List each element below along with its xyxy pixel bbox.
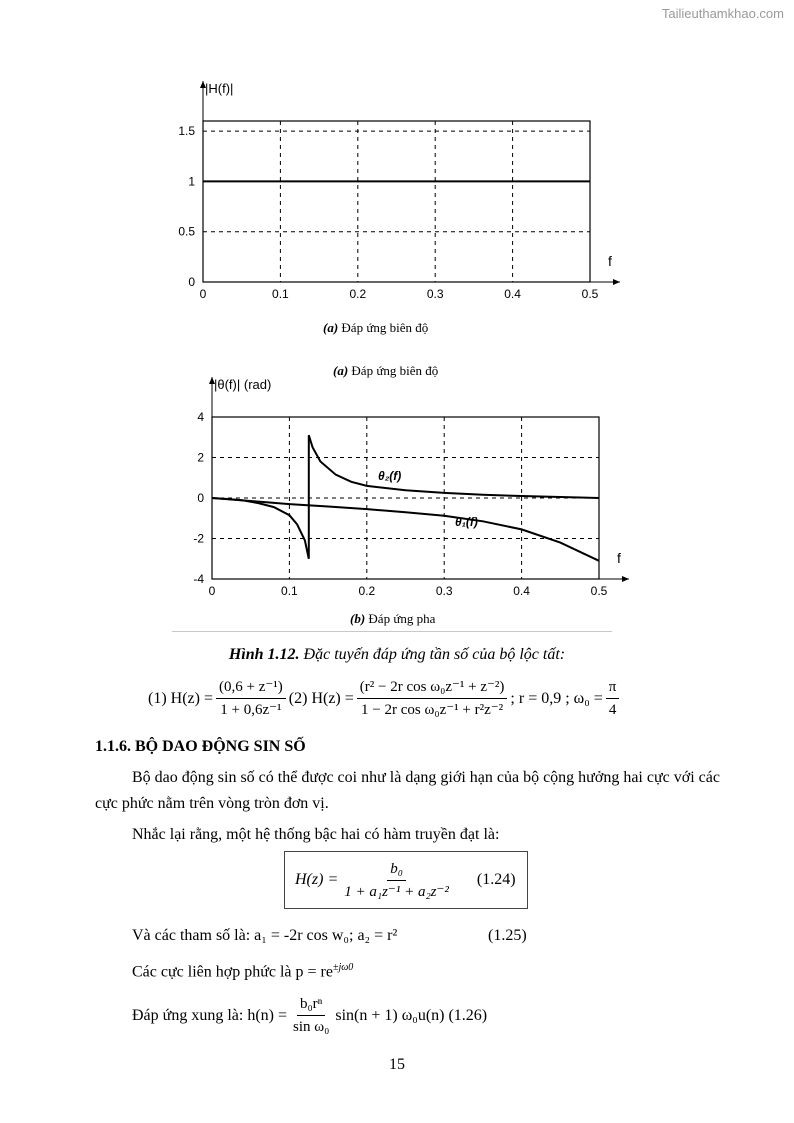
- impulse-denominator: sin ω₀: [293, 1019, 330, 1035]
- chart-a-caption-repeat: [333, 363, 438, 378]
- h2-prefix: (2) H(z) =: [288, 689, 354, 707]
- x-axis-arrow: [613, 279, 620, 285]
- h1-denominator: 1 + 0,6z⁻¹: [220, 702, 282, 718]
- page-number: 15: [389, 1056, 405, 1073]
- x-tick-label: 0.1: [281, 584, 298, 598]
- impulse-numerator: b₀rⁿ: [297, 995, 325, 1016]
- y-axis-label: |θ(f)| (rad): [214, 377, 272, 392]
- chart-b-caption-letter: (b): [350, 611, 369, 626]
- figure-caption: [0, 646, 794, 664]
- chart-a-caption-letter: (a): [323, 320, 342, 335]
- x-axis-arrow: [622, 576, 629, 582]
- chart-b-caption-text: Đáp ứng pha: [368, 611, 436, 626]
- y-tick-label: 4: [197, 410, 204, 424]
- impulse-suffix: sin(n + 1) ω₀u(n) (1.26): [335, 1006, 488, 1024]
- impulse-fraction: [290, 995, 332, 1036]
- h2-denominator: 1 − 2r cos ω₀z⁻¹ + r²z⁻²: [361, 702, 504, 718]
- poles-text: Các cực liên hợp phức là p = re: [132, 963, 333, 981]
- section-title: 1.1.6. BỘ DAO ĐỘNG SIN SỐ: [95, 738, 306, 755]
- h1-prefix: (1) H(z) =: [148, 689, 213, 707]
- series-line-theta2: [212, 435, 599, 559]
- plot-frame: [203, 121, 590, 282]
- y-tick-label: 0.5: [178, 224, 195, 239]
- y-tick-label: 1.5: [178, 124, 195, 139]
- y-tick-label: -2: [193, 531, 204, 546]
- y-tick-label: 1: [188, 174, 195, 189]
- chart-b-caption: [350, 611, 436, 626]
- y-tick-label: 0: [188, 275, 195, 289]
- theta2-label: θ₂(f): [378, 469, 402, 483]
- params-line: Và các tham số là: a₁ = -2r cos w₀; a₂ = r²: [132, 927, 398, 944]
- equation-box-1-24: [284, 851, 528, 909]
- x-tick-label: 0.1: [272, 287, 289, 301]
- filter-equations: [148, 678, 622, 719]
- x-tick-label: 0.3: [435, 584, 453, 598]
- chart-a-caption-text: Đáp ứng biên độ: [341, 320, 429, 335]
- paragraph-3: [132, 923, 527, 949]
- x-axis-label: f: [617, 550, 621, 566]
- h1-fraction: [216, 678, 286, 719]
- y-tick-label: -4: [193, 572, 204, 586]
- pi-numerator: π: [606, 678, 620, 699]
- x-tick-label: 0.4: [504, 287, 521, 301]
- paragraph-4: [132, 955, 353, 985]
- x-tick-label: 0.3: [426, 287, 444, 301]
- y-tick-label: 0: [197, 491, 204, 505]
- h2-numerator: (r² − 2r cos ω₀z⁻¹ + z⁻²): [357, 678, 508, 699]
- h2-fraction: [357, 678, 508, 719]
- pi-fraction: [606, 678, 620, 719]
- paragraph-2: Nhắc lại rằng, một hệ thống bậc hai có hàm truyền đạt là:: [132, 826, 500, 843]
- series-line-theta1: [212, 498, 599, 561]
- impulse-prefix: Đáp ứng xung là: h(n) =: [132, 1006, 287, 1024]
- box-lhs: H(z) =: [295, 871, 339, 888]
- x-tick-label: 0: [208, 584, 216, 598]
- figure-label: Hình 1.12.: [228, 646, 300, 663]
- chart-a-caption: [323, 320, 428, 335]
- h1-numerator: (0,6 + z⁻¹): [216, 678, 286, 699]
- repeat-caption-letter: (a): [333, 363, 352, 378]
- phase-chart: [0, 350, 794, 635]
- y-tick-label: 2: [197, 450, 204, 465]
- eq-1-25-number: (1.25): [488, 927, 527, 944]
- x-tick-label: 0.5: [581, 287, 599, 301]
- x-tick-label: 0.5: [590, 584, 608, 598]
- box-fraction: [341, 860, 452, 901]
- params-text: ; r = 0,9 ; ω₀ =: [510, 689, 603, 707]
- theta1-label: θ₁(f): [455, 515, 478, 529]
- y-axis-label: |H(f)|: [205, 81, 234, 96]
- box-denominator: 1 + a₁z⁻¹ + a₂z⁻²: [344, 883, 449, 900]
- x-tick-label: 0.2: [358, 584, 376, 598]
- magnitude-chart: [0, 0, 794, 345]
- box-numerator: b₀: [387, 860, 406, 881]
- repeat-caption-text: Đáp ứng biên độ: [351, 363, 439, 378]
- watermark: Tailieuthamkhao.com: [661, 6, 784, 21]
- box-eq-number: (1.24): [476, 871, 516, 888]
- paragraph-5: [132, 995, 487, 1036]
- pi-denominator: 4: [608, 702, 617, 718]
- x-tick-label: 0: [199, 287, 207, 301]
- x-axis-label: f: [608, 253, 612, 269]
- paragraph-1: Bộ dao động sin số có thể được coi như là dạng giới hạn của bộ cộng hưởng hai cực với các cực phức nằm trên vòng tròn đơn vị.: [95, 769, 720, 812]
- figure-text: Đặc tuyến đáp ứng tần số của bộ lộc tất:: [303, 646, 566, 663]
- poles-exponent: ±jω0: [332, 962, 354, 973]
- caption-divider: [172, 631, 612, 632]
- x-tick-label: 0.2: [349, 287, 367, 301]
- x-tick-label: 0.4: [513, 584, 530, 598]
